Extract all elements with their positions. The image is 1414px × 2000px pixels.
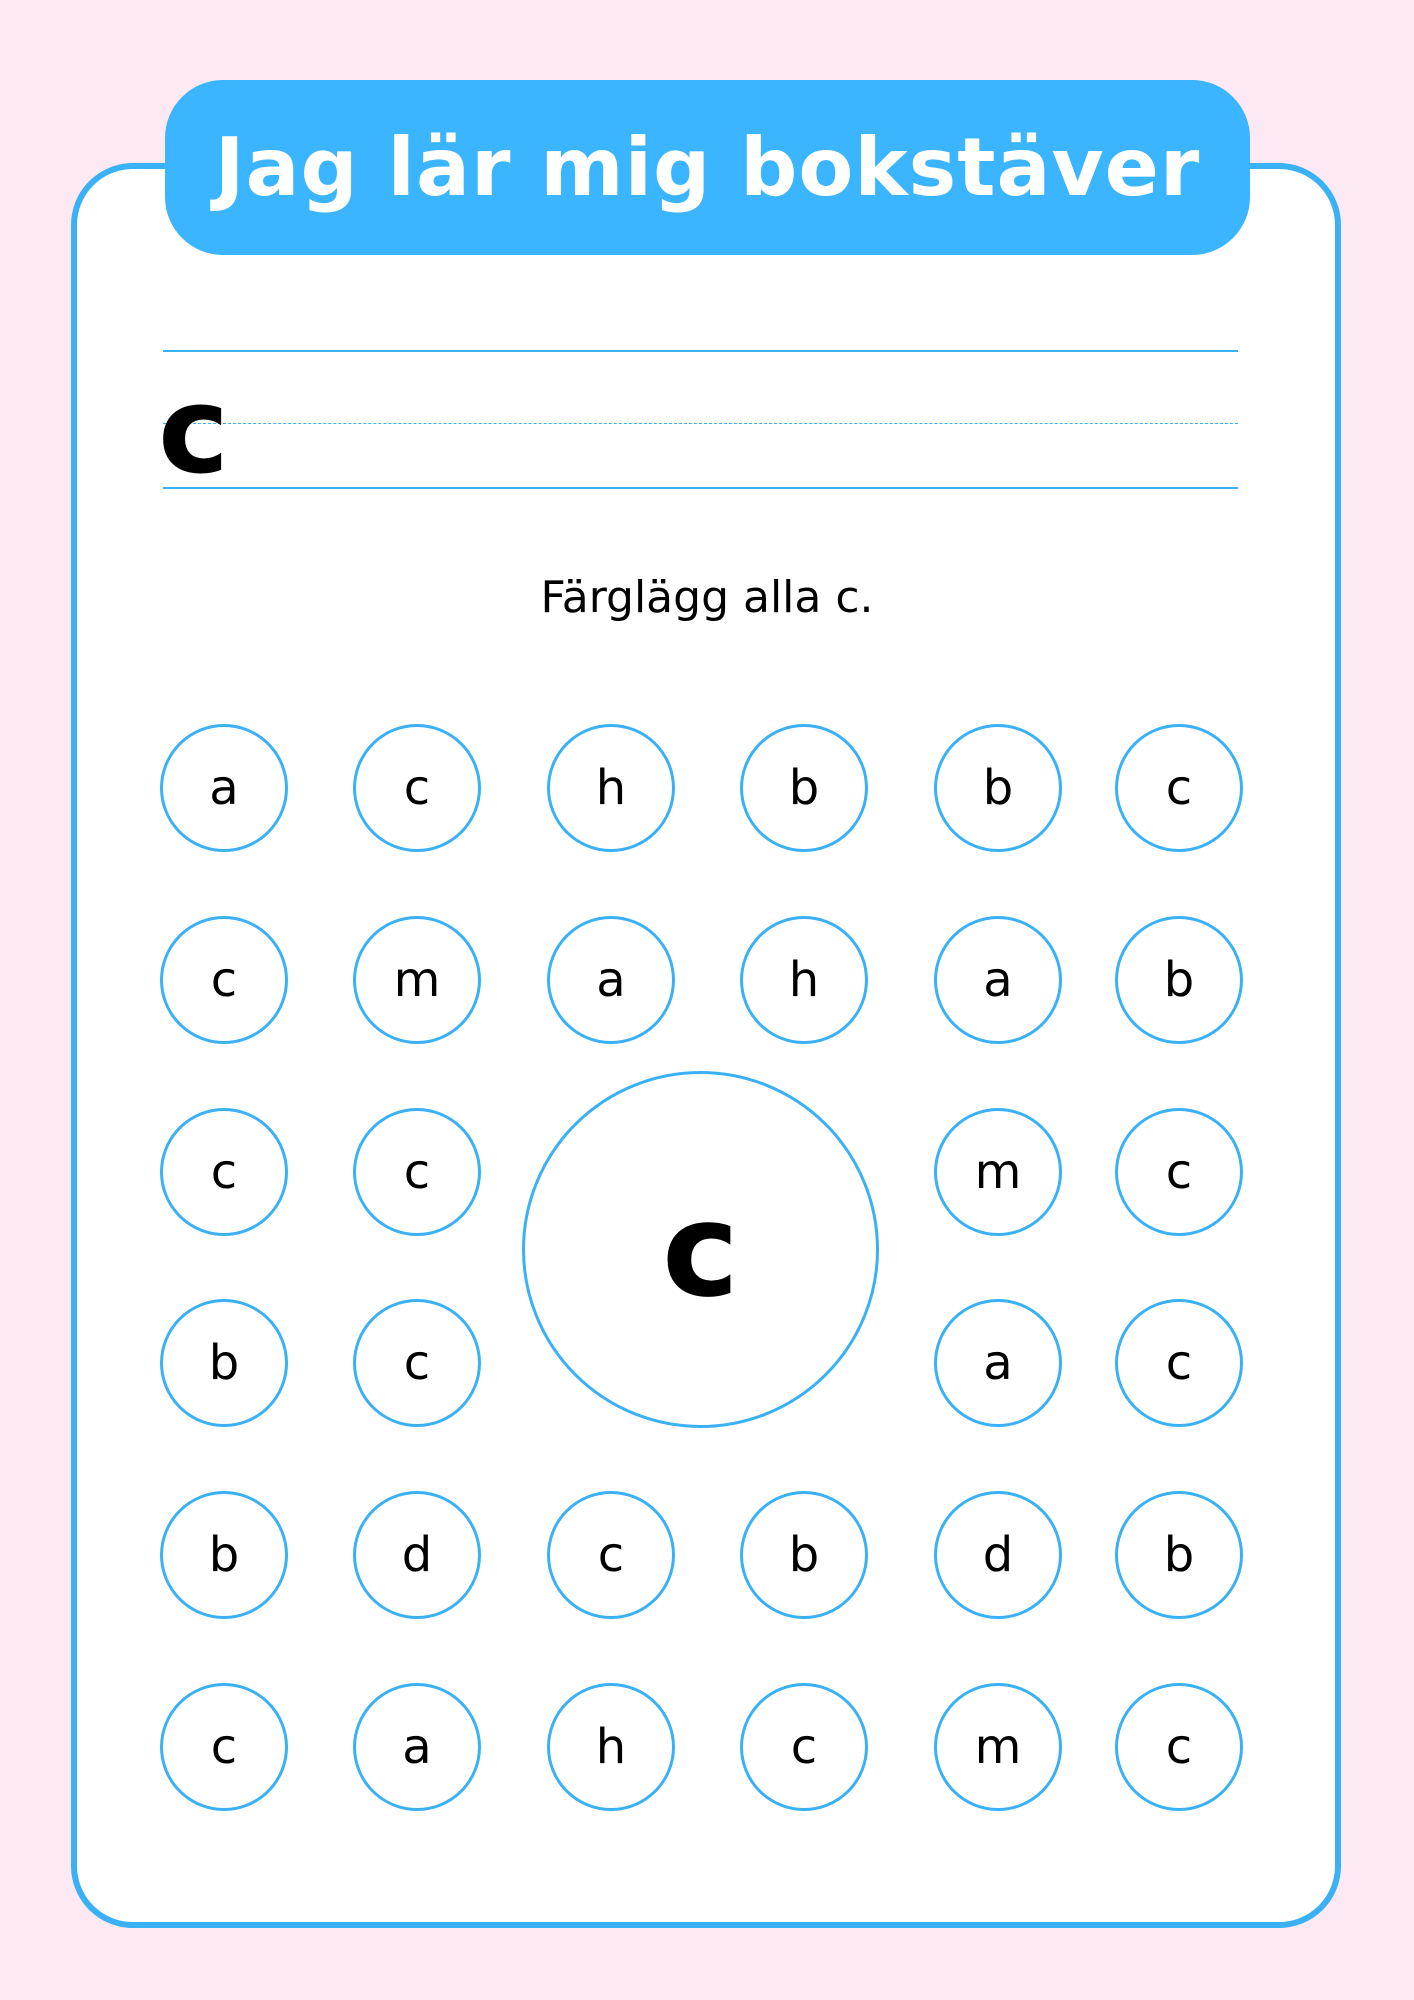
bubble-letter: b — [208, 1527, 240, 1583]
bubble-letter: h — [788, 952, 820, 1008]
letter-bubble[interactable] — [1115, 1491, 1243, 1619]
letter-bubble[interactable] — [547, 916, 675, 1044]
bubble-letter: c — [1165, 760, 1193, 816]
bubble-letter: h — [595, 760, 627, 816]
letter-bubble[interactable] — [1115, 1299, 1243, 1427]
letter-bubble[interactable] — [934, 916, 1062, 1044]
bubble-letter: c — [1165, 1719, 1193, 1775]
bubble-letter: m — [974, 1719, 1022, 1775]
bubble-letter: c — [403, 760, 431, 816]
bubble-letter: b — [208, 1335, 240, 1391]
bubble-letter: c — [210, 1144, 238, 1200]
center-letter: c — [661, 1173, 740, 1326]
bubble-letter: a — [983, 952, 1013, 1008]
bubble-letter: d — [401, 1527, 433, 1583]
letter-bubble[interactable] — [1115, 724, 1243, 852]
page-title: Jag lär mig bokstäver — [214, 121, 1201, 214]
bubble-letter: m — [974, 1144, 1022, 1200]
bubble-letter: c — [210, 952, 238, 1008]
letter-bubble[interactable] — [353, 916, 481, 1044]
trace-letter: c — [158, 362, 230, 501]
bubble-letter: b — [1163, 952, 1195, 1008]
letter-bubble[interactable] — [160, 1491, 288, 1619]
letter-bubble[interactable] — [934, 1491, 1062, 1619]
letter-bubble[interactable] — [740, 1491, 868, 1619]
letter-bubble[interactable] — [353, 1683, 481, 1811]
bubble-letter: c — [790, 1719, 818, 1775]
bubble-letter: b — [788, 1527, 820, 1583]
bubble-letter: b — [1163, 1527, 1195, 1583]
bubble-letter: a — [596, 952, 626, 1008]
letter-bubble[interactable] — [547, 1491, 675, 1619]
letter-bubble[interactable] — [934, 1683, 1062, 1811]
letter-bubble[interactable] — [1115, 1108, 1243, 1236]
letter-bubble[interactable] — [353, 1299, 481, 1427]
letter-bubble[interactable] — [1115, 1683, 1243, 1811]
letter-bubble[interactable] — [160, 1683, 288, 1811]
letter-bubble[interactable] — [740, 1683, 868, 1811]
letter-bubble[interactable] — [740, 724, 868, 852]
letter-bubble[interactable] — [160, 724, 288, 852]
letter-bubble[interactable] — [740, 916, 868, 1044]
bubble-letter: c — [1165, 1335, 1193, 1391]
bubble-letter: b — [788, 760, 820, 816]
bubble-letter: a — [402, 1719, 432, 1775]
letter-bubble[interactable] — [1115, 916, 1243, 1044]
bubble-letter: c — [403, 1335, 431, 1391]
bubble-letter: h — [595, 1719, 627, 1775]
bubble-letter: a — [983, 1335, 1013, 1391]
letter-bubble[interactable] — [160, 916, 288, 1044]
letter-bubble[interactable] — [547, 724, 675, 852]
bubble-letter: a — [209, 760, 239, 816]
bubble-letter: b — [982, 760, 1014, 816]
center-bubble — [522, 1071, 879, 1428]
letter-bubble[interactable] — [353, 1108, 481, 1236]
letter-bubble[interactable] — [547, 1683, 675, 1811]
bubble-letter: c — [1165, 1144, 1193, 1200]
letter-bubble[interactable] — [160, 1108, 288, 1236]
letter-bubble[interactable] — [934, 1299, 1062, 1427]
letter-bubble[interactable] — [160, 1299, 288, 1427]
letter-bubble[interactable] — [353, 1491, 481, 1619]
instruction-text: Färglägg alla c. — [540, 572, 874, 623]
bubble-letter: c — [597, 1527, 625, 1583]
bubble-letter: m — [393, 952, 441, 1008]
letter-bubble[interactable] — [934, 1108, 1062, 1236]
letter-bubble[interactable] — [353, 724, 481, 852]
bubble-letter: d — [982, 1527, 1014, 1583]
bubble-letter: c — [403, 1144, 431, 1200]
letter-bubble[interactable] — [934, 724, 1062, 852]
bubble-letter: c — [210, 1719, 238, 1775]
